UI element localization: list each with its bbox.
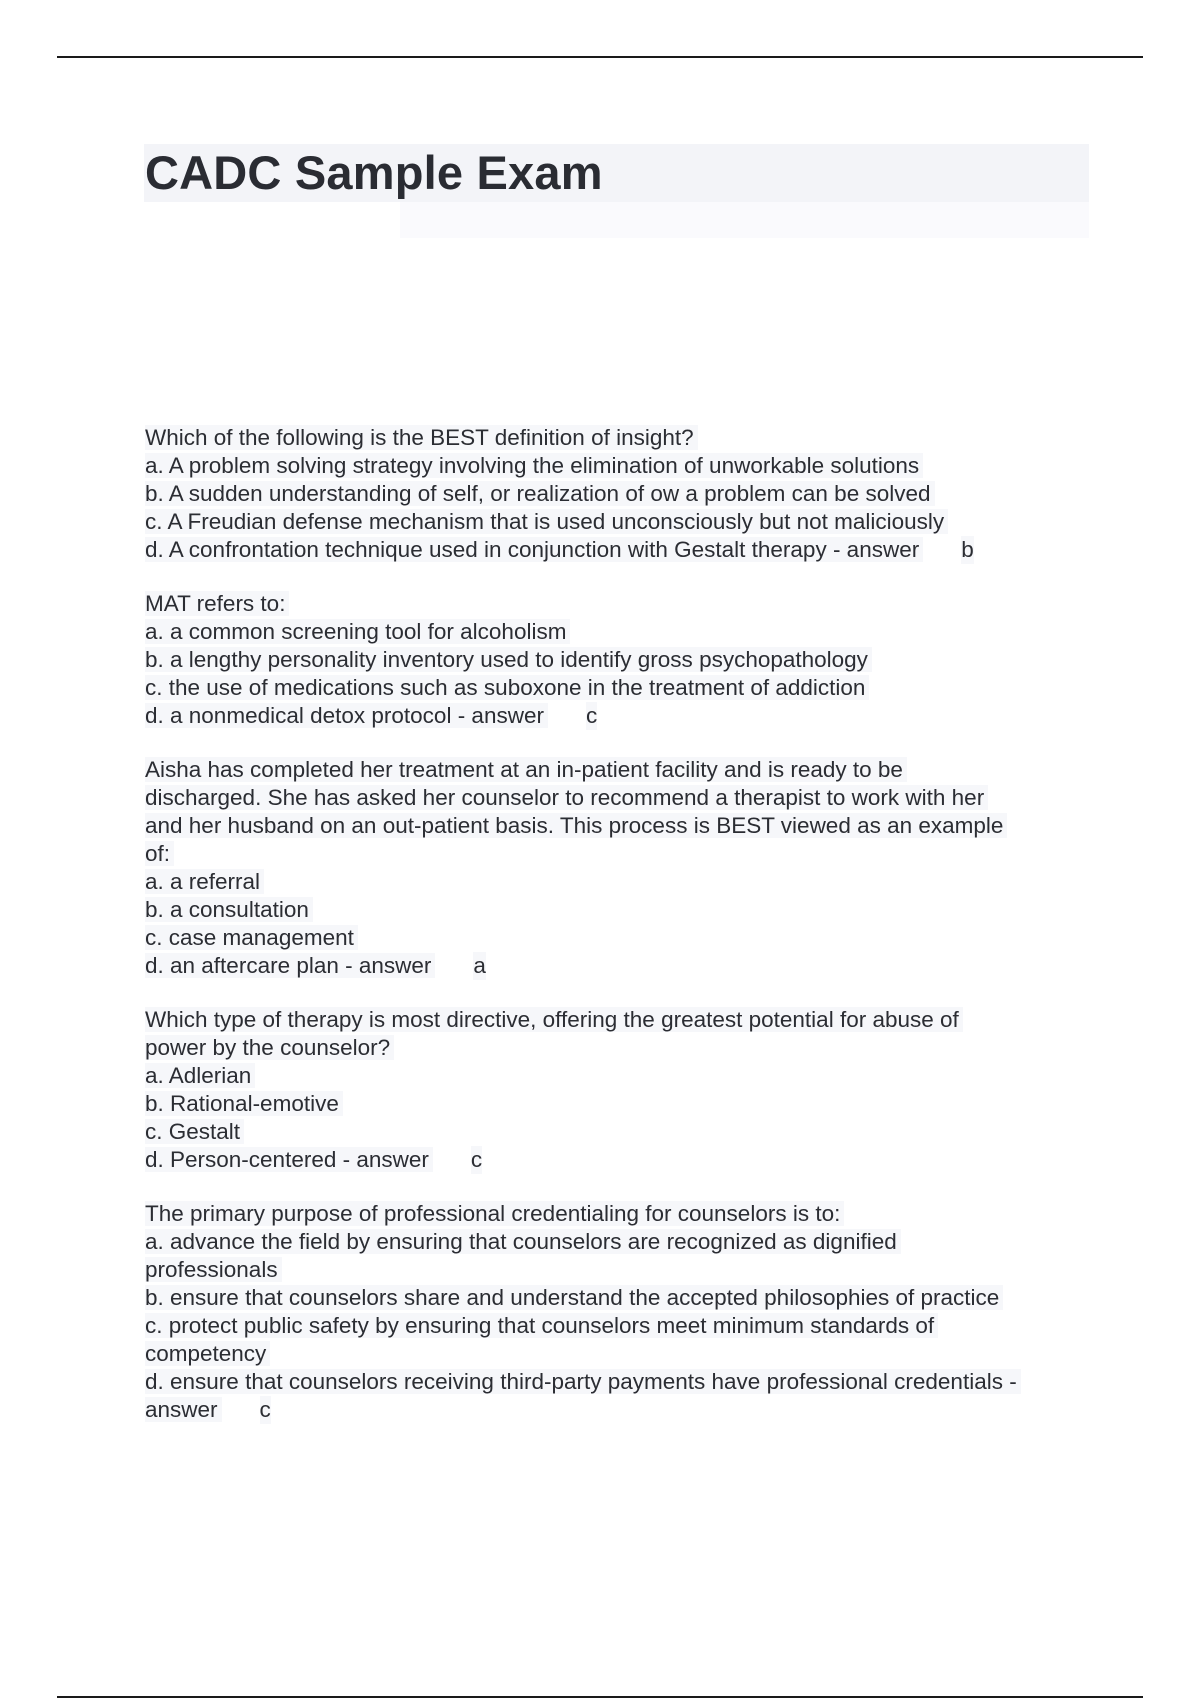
answer-option (145, 924, 1085, 952)
answer-option (145, 480, 1085, 508)
question-3 (145, 756, 1085, 980)
top-rule (57, 56, 1143, 58)
question-stem (145, 1006, 1085, 1034)
questions-list (145, 424, 1085, 1450)
answer-option (145, 1228, 1085, 1256)
answer-option-text: b. a lengthy personality inventory used to identify gross psychopathology (145, 647, 872, 672)
question-stem-text: discharged. She has asked her counselor to recommend a therapist to work with her (145, 785, 988, 810)
answer-option (145, 452, 1085, 480)
question-stem (145, 812, 1085, 840)
question-stem (145, 1200, 1085, 1228)
answer-option-text: answer (145, 1397, 222, 1422)
question-4 (145, 1006, 1085, 1174)
question-stem-text: Which type of therapy is most directive, offering the greatest potential for abuse of (145, 1007, 963, 1032)
answer-option-text: a. a common screening tool for alcoholism (145, 619, 570, 644)
answer-option (145, 896, 1085, 924)
question-stem-text: Which of the following is the BEST definition of insight? (145, 425, 698, 450)
correct-answer: c (585, 703, 598, 728)
answer-option-last (145, 702, 1085, 730)
question-stem-text: and her husband on an out-patient basis. This process is BEST viewed as an example (145, 813, 1007, 838)
document-title: CADC Sample Exam (145, 146, 603, 199)
answer-option (145, 1256, 1085, 1284)
question-2 (145, 590, 1085, 730)
answer-option-last (145, 1396, 1085, 1424)
question-stem-text: Aisha has completed her treatment at an in-patient facility and is ready to be (145, 757, 907, 782)
answer-option (145, 674, 1085, 702)
question-5 (145, 1200, 1085, 1424)
correct-answer: b (961, 537, 974, 562)
answer-option (145, 868, 1085, 896)
answer-option (145, 618, 1085, 646)
answer-option (145, 1284, 1085, 1312)
question-stem (145, 1034, 1085, 1062)
answer-option (145, 1340, 1085, 1368)
answer-option-text: d. an aftercare plan - answer (145, 953, 435, 978)
question-stem-text: MAT refers to: (145, 591, 289, 616)
answer-option-text: competency (145, 1341, 270, 1366)
answer-option (145, 1090, 1085, 1118)
answer-option (145, 646, 1085, 674)
answer-option-last (145, 1146, 1085, 1174)
correct-answer: c (470, 1147, 483, 1172)
question-stem-text: of: (145, 841, 174, 866)
question-stem (145, 840, 1085, 868)
answer-option-text: a. advance the field by ensuring that counselors are recognized as dignified (145, 1229, 901, 1254)
answer-option-text: c. Gestalt (145, 1119, 244, 1144)
bottom-rule (57, 1696, 1143, 1698)
answer-option-text: c. case management (145, 925, 358, 950)
answer-option-text: d. A confrontation technique used in conjunction with Gestalt therapy - answer (145, 537, 923, 562)
question-stem-text: The primary purpose of professional credentialing for counselors is to: (145, 1201, 844, 1226)
answer-option-text: c. protect public safety by ensuring that counselors meet minimum standards of (145, 1313, 938, 1338)
answer-option-text: d. Person-centered - answer (145, 1147, 433, 1172)
answer-option (145, 508, 1085, 536)
answer-option-text: b. ensure that counselors share and understand the accepted philosophies of practice (145, 1285, 1003, 1310)
question-stem (145, 590, 1085, 618)
answer-option-text: a. a referral (145, 869, 264, 894)
question-stem (145, 784, 1085, 812)
correct-answer: c (259, 1397, 271, 1422)
answer-option-text: b. a consultation (145, 897, 313, 922)
answer-option-text: professionals (145, 1257, 282, 1282)
answer-option (145, 1118, 1085, 1146)
answer-option-text: d. a nonmedical detox protocol - answer (145, 703, 548, 728)
answer-option-text: b. Rational-emotive (145, 1091, 343, 1116)
question-1 (145, 424, 1085, 564)
answer-option-text: c. the use of medications such as suboxone in the treatment of addiction (145, 675, 869, 700)
answer-option-last (145, 952, 1085, 980)
question-stem-text: power by the counselor? (145, 1035, 394, 1060)
correct-answer: a (473, 953, 486, 978)
answer-option (145, 1062, 1085, 1090)
question-stem (145, 756, 1085, 784)
answer-option-text: d. ensure that counselors receiving third-party payments have professional credentials - (145, 1369, 1021, 1394)
answer-option-text: c. A Freudian defense mechanism that is used unconsciously but not maliciously (145, 509, 948, 534)
answer-option (145, 1312, 1085, 1340)
answer-option (145, 1368, 1085, 1396)
question-stem (145, 424, 1085, 452)
title-highlight-lower (400, 202, 1089, 238)
answer-option-last (145, 536, 1085, 564)
answer-option-text: b. A sudden understanding of self, or realization of ow a problem can be solved (145, 481, 935, 506)
answer-option-text: a. Adlerian (145, 1063, 255, 1088)
answer-option-text: a. A problem solving strategy involving the elimination of unworkable solutions (145, 453, 923, 478)
